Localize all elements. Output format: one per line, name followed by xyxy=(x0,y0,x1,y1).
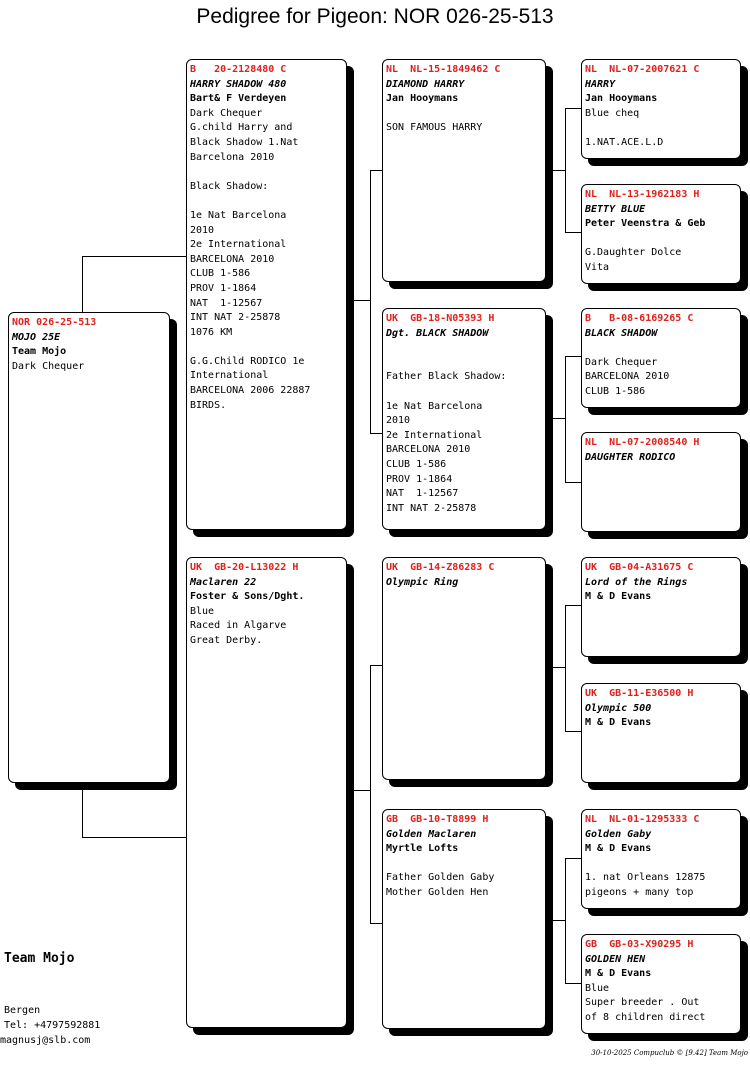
connector xyxy=(350,790,370,791)
connector xyxy=(565,605,566,732)
note-line: 2e International xyxy=(190,239,287,251)
footer-phone: Tel: +4797592881 xyxy=(4,1020,101,1031)
pigeon-card-subject[interactable] xyxy=(8,312,170,783)
note-line: Great Derby. xyxy=(190,634,263,646)
note-line: of 8 children direct xyxy=(585,1011,706,1023)
note-line: NAT 1-12567 xyxy=(190,297,263,309)
ring-number: NL NL-01-1295333 C xyxy=(585,814,700,825)
note-line: Blue cheq xyxy=(585,107,640,119)
note-line: BIRDS. xyxy=(190,399,227,411)
pigeon-name: Lord of the Rings xyxy=(585,576,688,588)
owner-name: M & D Evans xyxy=(585,717,652,729)
connector xyxy=(546,418,565,419)
note-line: PROV 1-1864 xyxy=(386,473,453,485)
note-line: INT NAT 2-25878 xyxy=(190,312,281,324)
connector xyxy=(370,665,382,666)
connector xyxy=(370,170,371,434)
ring-number: UK GB-18-N05393 H xyxy=(386,313,495,324)
note-line: G.child Harry and xyxy=(190,122,293,134)
owner-name: M & D Evans xyxy=(585,591,652,603)
ring-number: NL NL-07-2008540 H xyxy=(585,437,700,448)
ring-number: NL NL-07-2007621 C xyxy=(585,64,700,75)
connector xyxy=(565,858,566,984)
note-line xyxy=(386,107,542,122)
pigeon-name: HARRY SHADOW 480 xyxy=(190,78,287,90)
pigeon-card-sds[interactable] xyxy=(581,308,741,408)
connector xyxy=(565,356,581,357)
note-line xyxy=(190,165,343,180)
note-line: CLUB 1-586 xyxy=(386,458,447,470)
owner-name: Jan Hooymans xyxy=(585,93,658,105)
pigeon-name: MOJO 25E xyxy=(12,331,61,343)
footer-city: Bergen xyxy=(4,1005,41,1016)
ring-number: GB GB-10-T8899 H xyxy=(386,814,489,825)
pigeon-name: HARRY xyxy=(585,78,616,90)
connector xyxy=(565,983,581,984)
pigeon-card-ddd[interactable] xyxy=(581,934,741,1034)
pigeon-name: Olympic 500 xyxy=(585,702,652,714)
ring-number: UK GB-14-Z86283 C xyxy=(386,562,495,573)
note-line: pigeons + many top xyxy=(585,886,694,898)
pigeon-card-sss[interactable] xyxy=(581,59,741,159)
pigeon-name: BLACK SHADOW xyxy=(585,327,658,339)
connector xyxy=(565,108,566,233)
owner-name: Jan Hooymans xyxy=(386,93,459,105)
owner-name: Peter Veenstra & Geb xyxy=(585,218,706,230)
note-line xyxy=(386,857,542,872)
owner-name: M & D Evans xyxy=(585,843,652,855)
pigeon-card-dam-dam[interactable] xyxy=(382,809,546,1029)
note-line: G.G.Child RODICO 1e xyxy=(190,355,305,367)
ring-number: NOR 026-25-513 xyxy=(12,317,97,328)
note-line xyxy=(386,356,542,371)
note-line: Father Golden Gaby xyxy=(386,872,495,884)
pigeon-card-dam-sire[interactable] xyxy=(382,557,546,780)
connector xyxy=(82,837,186,838)
note-line: 1.NAT.ACE.L.D xyxy=(585,136,664,148)
note-line: CLUB 1-586 xyxy=(190,268,251,280)
note-line: International xyxy=(190,370,269,382)
ring-number: B B-08-6169265 C xyxy=(585,313,694,324)
pigeon-name: DIAMOND HARRY xyxy=(386,78,465,90)
pigeon-name: Dgt. BLACK SHADOW xyxy=(386,327,489,339)
owner-name: Bart& F Verdeyen xyxy=(190,93,287,105)
connector xyxy=(565,356,566,483)
note-line: Barcelona 2010 xyxy=(190,151,275,163)
pigeon-card-dds[interactable] xyxy=(581,809,741,909)
ring-number: UK GB-20-L13022 H xyxy=(190,562,299,573)
note-line: 2010 xyxy=(386,415,411,427)
note-line xyxy=(585,857,737,872)
note-line: NAT 1-12567 xyxy=(386,488,459,500)
connector xyxy=(82,256,83,313)
connector xyxy=(370,170,382,171)
pigeon-name: DAUGHTER RODICO xyxy=(585,451,676,463)
note-line xyxy=(585,232,737,247)
pigeon-card-dsd[interactable] xyxy=(581,683,741,783)
ring-number: UK GB-11-E36500 H xyxy=(585,688,694,699)
note-line: 1076 KM xyxy=(190,326,233,338)
pigeon-card-sire-dam[interactable] xyxy=(382,308,546,530)
note-line: Black Shadow: xyxy=(190,180,269,192)
owner-name xyxy=(386,341,542,356)
note-line: 2e International xyxy=(386,429,483,441)
ring-number: NL NL-15-1849462 C xyxy=(386,64,501,75)
note-line: PROV 1-1864 xyxy=(190,282,257,294)
footer-team-name: Team Mojo xyxy=(4,951,75,966)
print-info: 30-10-2025 Compuclub © [9.42] Team Mojo xyxy=(591,1049,748,1057)
note-line: 1. nat Orleans 12875 xyxy=(585,872,706,884)
note-line: Black Shadow 1.Nat xyxy=(190,136,299,148)
pigeon-card-sire-sire[interactable] xyxy=(382,59,546,282)
note-line: Vita xyxy=(585,261,610,273)
note-line: 2010 xyxy=(190,224,215,236)
connector xyxy=(565,232,581,233)
owner-name: Myrtle Lofts xyxy=(386,843,459,855)
note-line xyxy=(386,385,542,400)
pigeon-name: Golden Gaby xyxy=(585,828,652,840)
connector xyxy=(370,433,382,434)
note-line: Blue xyxy=(190,605,215,617)
note-line: INT NAT 2-25878 xyxy=(386,502,477,514)
note-line: Raced in Algarve xyxy=(190,620,287,632)
note-line xyxy=(190,340,343,355)
connector xyxy=(565,858,581,859)
connector xyxy=(82,782,83,838)
pigeon-card-dss[interactable] xyxy=(581,557,741,657)
connector xyxy=(546,170,565,171)
pigeon-name: BETTY BLUE xyxy=(585,203,646,215)
note-line: BARCELONA 2010 xyxy=(190,253,275,265)
note-line: SON FAMOUS HARRY xyxy=(386,122,483,134)
owner-name xyxy=(585,341,737,356)
note-line: Father Black Shadow: xyxy=(386,371,507,383)
pigeon-card-ssd[interactable] xyxy=(581,184,741,284)
note-line: Blue xyxy=(585,982,610,994)
pigeon-card-sire[interactable] xyxy=(186,59,347,530)
note-line: G.Daughter Dolce xyxy=(585,247,682,259)
note-line: Super breeder . Out xyxy=(585,997,700,1009)
connector xyxy=(370,923,382,924)
note-line: Dark Chequer xyxy=(190,107,263,119)
ring-number: UK GB-04-A31675 C xyxy=(585,562,694,573)
note-line: BARCELONA 2010 xyxy=(386,444,471,456)
note-line: BARCELONA 2006 22887 xyxy=(190,385,311,397)
ring-number: NL NL-13-1962183 H xyxy=(585,189,700,200)
pigeon-card-dam[interactable] xyxy=(186,557,347,1028)
ring-number: B 20-2128480 C xyxy=(190,64,287,75)
connector xyxy=(370,665,371,924)
pigeon-name: Maclaren 22 xyxy=(190,576,257,588)
note-line: Dark Chequer xyxy=(12,360,85,372)
note-line: Mother Golden Hen xyxy=(386,886,489,898)
note-line: CLUB 1-586 xyxy=(585,385,646,397)
pigeon-name: Olympic Ring xyxy=(386,576,459,588)
connector xyxy=(350,300,370,301)
note-line: 1e Nat Barcelona xyxy=(386,400,483,412)
page-title: Pedigree for Pigeon: NOR 026-25-513 xyxy=(196,5,554,28)
connector xyxy=(546,667,565,668)
owner-name: Team Mojo xyxy=(12,346,67,358)
pigeon-card-sdd[interactable] xyxy=(581,432,741,532)
owner-name: M & D Evans xyxy=(585,968,652,980)
connector xyxy=(82,256,186,257)
connector xyxy=(565,731,581,732)
connector xyxy=(565,482,581,483)
note-line: Dark Chequer xyxy=(585,356,658,368)
note-line: BARCELONA 2010 xyxy=(585,371,670,383)
connector xyxy=(565,605,581,606)
note-line xyxy=(190,194,343,209)
owner-name: Foster & Sons/Dght. xyxy=(190,591,305,603)
connector xyxy=(565,108,581,109)
connector xyxy=(546,920,565,921)
note-line: 1e Nat Barcelona xyxy=(190,209,287,221)
footer-email: magnusj@slb.com xyxy=(0,1035,91,1046)
pigeon-name: Golden Maclaren xyxy=(386,828,477,840)
note-line xyxy=(585,121,737,136)
ring-number: GB GB-03-X90295 H xyxy=(585,939,694,950)
pigeon-name: GOLDEN HEN xyxy=(585,953,646,965)
